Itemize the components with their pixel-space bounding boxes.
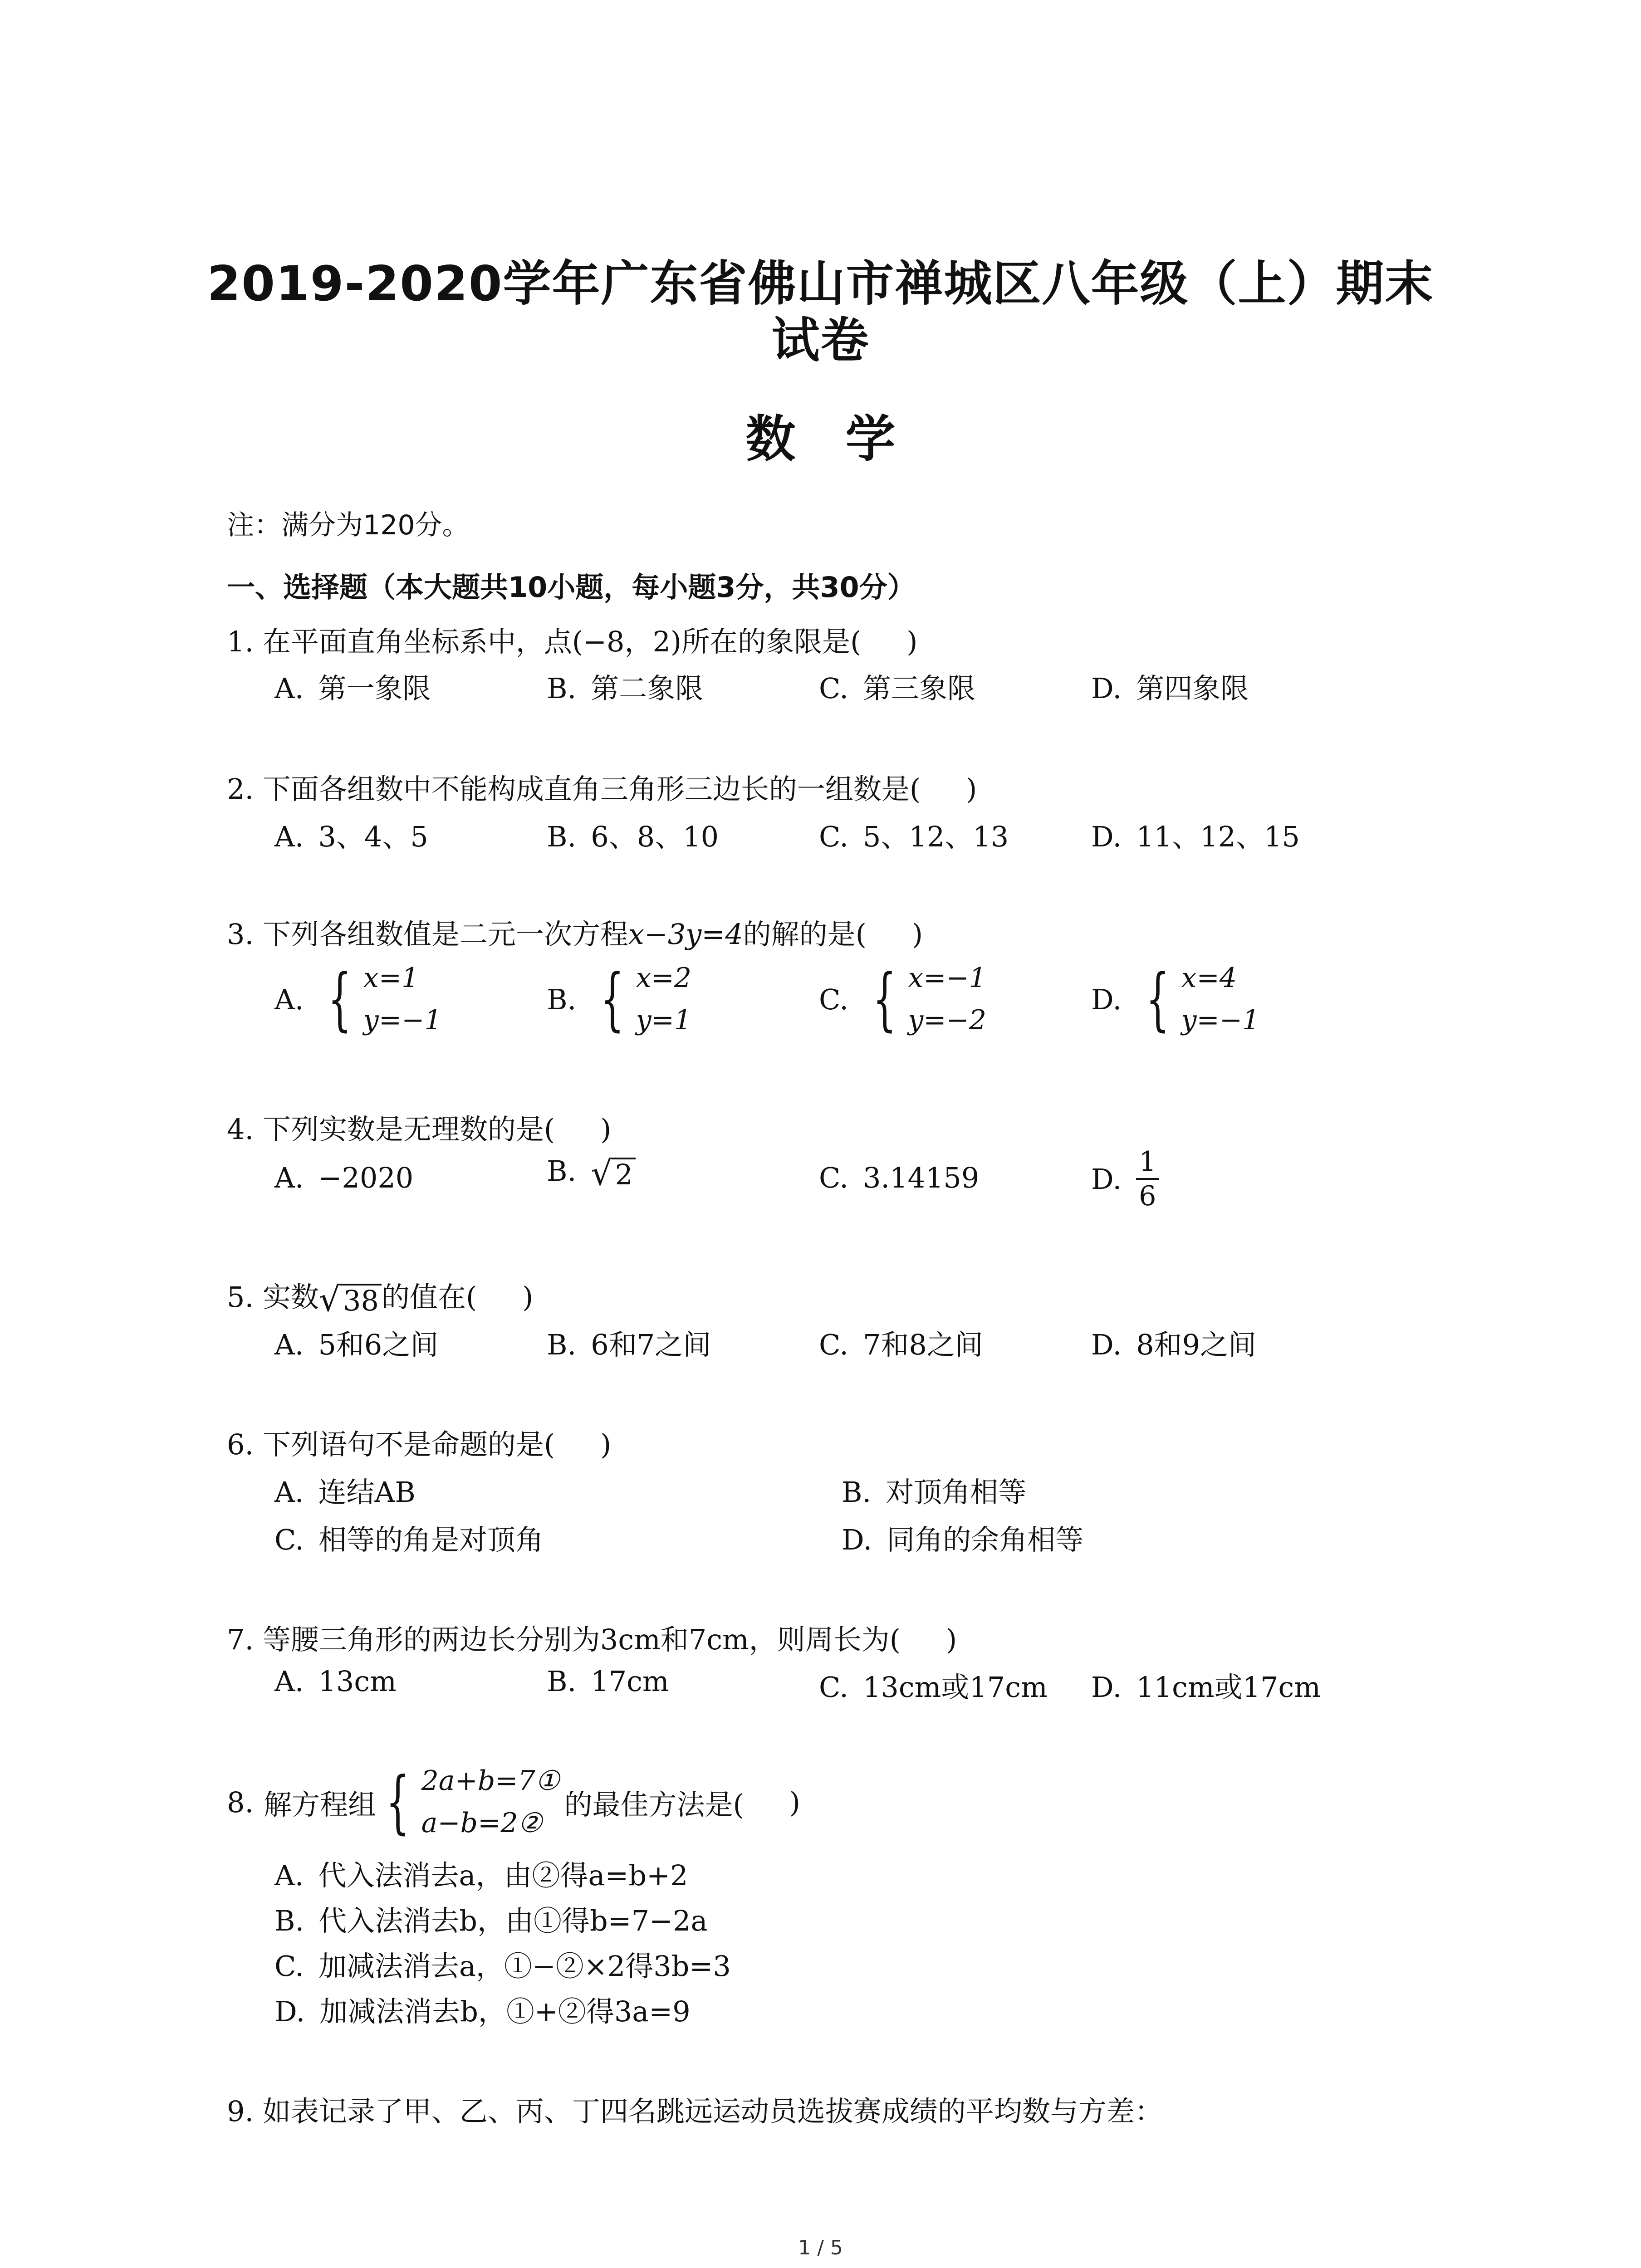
option-text: 3、4、5 — [318, 820, 428, 853]
q5-option-a — [274, 1322, 438, 1363]
question-paren-close: ) — [522, 1281, 534, 1314]
option-text: 第一象限 — [318, 672, 431, 705]
option-label: B. — [547, 672, 577, 705]
option-text: 13cm — [318, 1665, 397, 1698]
q4-option-b — [547, 1154, 636, 1193]
option-text: 6和7之间 — [591, 1328, 711, 1361]
option-label: D. — [1091, 1162, 1122, 1196]
subject-heading: 数学 — [745, 410, 945, 468]
sqrt-expression — [591, 1154, 636, 1193]
question-paren-close: ) — [946, 1623, 957, 1656]
system-eq-x: x=1 — [363, 962, 419, 994]
option-label: B. — [842, 1476, 872, 1509]
q7-option-d — [1091, 1665, 1321, 1705]
question-stem: 解方程组 — [264, 1788, 377, 1821]
question-stem: 下列实数是无理数的是( — [262, 1113, 555, 1146]
system-eq-1: 2a+b=7① — [421, 1765, 560, 1797]
question-stem-end: 的值在( — [381, 1281, 477, 1314]
brace-icon: { — [386, 1763, 410, 1842]
option-label: B. — [274, 1904, 304, 1937]
option-text: 8和9之间 — [1136, 1328, 1257, 1361]
option-text: 加减法消去b，①+②得3a=9 — [319, 1995, 691, 2028]
option-label: A. — [274, 1328, 304, 1361]
question-stem: 等腰三角形的两边长分别为3cm和7cm，则周长为( — [262, 1623, 901, 1656]
option-label: D. — [1091, 1671, 1122, 1704]
q3-option-a — [274, 957, 442, 1041]
question-stem: 实数 — [262, 1281, 319, 1314]
q8-option-b — [274, 1898, 707, 1939]
radical-sign: √ — [591, 1154, 612, 1193]
q8-option-d — [274, 1989, 691, 2029]
page-number: 1 / 5 — [798, 2236, 843, 2259]
option-label: D. — [1091, 672, 1122, 705]
question-paren-close: ) — [906, 625, 918, 658]
option-label: A. — [274, 982, 304, 1016]
option-text: 连结AB — [318, 1476, 416, 1509]
system-eq-y: y=−1 — [363, 1004, 442, 1036]
option-text: 11、12、15 — [1136, 820, 1300, 853]
option-label: C. — [819, 1671, 848, 1704]
q3-option-b — [547, 957, 691, 1041]
system-eq-x: x=4 — [1181, 962, 1237, 994]
question-paren-close: ) — [911, 918, 923, 951]
q5-option-d — [1091, 1322, 1256, 1363]
option-text: 17cm — [591, 1665, 669, 1698]
question-2 — [227, 767, 977, 807]
option-text: 6、8、10 — [591, 820, 719, 853]
option-text: 同角的余角相等 — [887, 1523, 1084, 1556]
option-label: B. — [547, 1328, 577, 1361]
q3-option-c — [819, 957, 986, 1041]
question-number: 4. — [227, 1113, 254, 1146]
q4-option-a — [274, 1161, 413, 1194]
q7-option-c — [819, 1665, 1048, 1705]
q4-option-c — [819, 1161, 979, 1194]
q6-option-d — [842, 1517, 1083, 1558]
q2-option-d — [1091, 814, 1300, 855]
system-eq-y: y=1 — [636, 1004, 692, 1036]
question-number: 7. — [227, 1623, 254, 1656]
option-text: 5、12、13 — [862, 820, 1009, 853]
question-4 — [227, 1107, 611, 1147]
brace-icon: { — [328, 960, 352, 1039]
option-label: C. — [819, 982, 848, 1016]
question-paren-close: ) — [600, 1113, 612, 1146]
question-number: 3. — [227, 918, 254, 951]
q6-option-a — [274, 1470, 416, 1510]
question-stem: 下列语句不是命题的是( — [262, 1428, 555, 1461]
option-label: D. — [1091, 820, 1122, 853]
option-text: 第三象限 — [862, 672, 975, 705]
option-label: A. — [274, 1476, 304, 1509]
question-number: 5. — [227, 1281, 254, 1314]
option-text: 加减法消去a，①−②×2得3b=3 — [318, 1950, 731, 1983]
system-eq-2: a−b=2② — [421, 1807, 543, 1839]
option-text: 代入法消去a，由②得a=b+2 — [318, 1859, 688, 1892]
system-eq-x: x=−1 — [908, 962, 986, 994]
q2-option-b — [547, 814, 719, 855]
q1-option-b — [547, 666, 703, 706]
score-note: 注：满分为120分。 — [227, 509, 470, 541]
question-stem: 下面各组数中不能构成直角三角形三边长的一组数是( — [262, 772, 921, 806]
option-text: 代入法消去b，由①得b=7−2a — [318, 1904, 708, 1937]
sqrt-expression — [318, 1280, 382, 1319]
fraction — [1136, 1145, 1159, 1212]
q7-option-a — [274, 1665, 397, 1698]
q2-option-a — [274, 814, 428, 855]
question-stem: 在平面直角坐标系中，点(−8，2)所在的象限是( — [262, 625, 862, 658]
question-stem-end: 的解的是( — [743, 918, 867, 951]
option-text: 5和6之间 — [318, 1328, 439, 1361]
equation: x−3y=4 — [628, 918, 743, 951]
brace-icon: { — [600, 960, 625, 1039]
option-label: A. — [274, 820, 304, 853]
option-label: C. — [819, 672, 848, 705]
q5-option-c — [819, 1322, 983, 1363]
q1-option-d — [1091, 666, 1249, 706]
option-text: −2020 — [318, 1161, 414, 1194]
option-label: C. — [819, 820, 848, 853]
q1-option-c — [819, 666, 975, 706]
q3-option-d — [1091, 957, 1259, 1041]
question-3 — [227, 912, 923, 952]
q2-option-c — [819, 814, 1009, 855]
question-stem-end: 的最佳方法是( — [564, 1788, 744, 1821]
option-text: 第四象限 — [1136, 672, 1249, 705]
radicand: 2 — [612, 1158, 635, 1190]
question-paren-close: ) — [600, 1428, 612, 1461]
question-6 — [227, 1422, 611, 1462]
option-label: C. — [274, 1523, 304, 1556]
q6-option-b — [842, 1470, 1026, 1510]
q5-option-b — [547, 1322, 711, 1363]
option-label: D. — [842, 1523, 872, 1556]
question-number: 1. — [227, 625, 254, 658]
option-label: A. — [274, 1859, 304, 1892]
option-label: C. — [274, 1950, 304, 1983]
system-eq-y: y=−1 — [1181, 1004, 1260, 1036]
option-label: D. — [274, 1995, 305, 2028]
option-label: C. — [819, 1328, 848, 1361]
option-label: D. — [1091, 1328, 1122, 1361]
exam-title-line2: 试卷 — [771, 313, 870, 368]
brace-icon: { — [1146, 960, 1170, 1039]
option-text: 第二象限 — [591, 672, 704, 705]
option-label: C. — [819, 1161, 848, 1194]
question-5 — [227, 1275, 534, 1319]
question-9 — [227, 2089, 1163, 2129]
option-label: B. — [547, 820, 577, 853]
question-number: 2. — [227, 772, 254, 806]
system-eq-x: x=2 — [636, 962, 692, 994]
option-label: B. — [547, 1665, 577, 1698]
question-number: 8. — [227, 1785, 254, 1819]
radicand: 38 — [340, 1284, 382, 1316]
question-number: 6. — [227, 1428, 254, 1461]
question-paren-close: ) — [789, 1785, 800, 1819]
option-label: D. — [1091, 982, 1122, 1016]
option-label: A. — [274, 672, 304, 705]
exam-title-line1: 2019-2020学年广东省佛山市禅城区八年级（上）期末 — [207, 256, 1434, 312]
question-8 — [227, 1760, 800, 1844]
option-label: A. — [274, 1161, 304, 1194]
option-label: A. — [274, 1665, 304, 1698]
option-label: B. — [547, 1154, 577, 1188]
question-number: 9. — [227, 2095, 254, 2128]
denominator: 6 — [1139, 1180, 1156, 1212]
radical-sign: √ — [318, 1280, 341, 1319]
option-text: 对顶角相等 — [886, 1476, 1027, 1509]
system-eq-y: y=−2 — [908, 1004, 986, 1036]
question-paren-close: ) — [966, 772, 977, 806]
question-stem: 如表记录了甲、乙、丙、丁四名跳远运动员选拔赛成绩的平均数与方差： — [262, 2095, 1163, 2128]
option-label: B. — [547, 982, 577, 1016]
option-text: 3.14159 — [862, 1161, 980, 1194]
option-text: 11cm或17cm — [1136, 1671, 1321, 1704]
section-heading-choice: 一、选择题（本大题共10小题，每小题3分，共30分） — [227, 571, 916, 604]
q8-option-c — [274, 1944, 731, 1984]
option-text: 相等的角是对顶角 — [318, 1523, 544, 1556]
option-text: 7和8之间 — [862, 1328, 983, 1361]
question-stem: 下列各组数值是二元一次方程 — [262, 918, 628, 951]
q8-option-a — [274, 1853, 688, 1893]
q7-option-b — [547, 1665, 669, 1698]
numerator: 1 — [1136, 1145, 1159, 1180]
q1-option-a — [274, 666, 431, 706]
question-1 — [227, 619, 918, 660]
q6-option-c — [274, 1517, 544, 1558]
brace-icon: { — [872, 960, 896, 1039]
question-7 — [227, 1617, 957, 1657]
option-text: 13cm或17cm — [862, 1671, 1048, 1704]
q4-option-d — [1091, 1145, 1159, 1212]
